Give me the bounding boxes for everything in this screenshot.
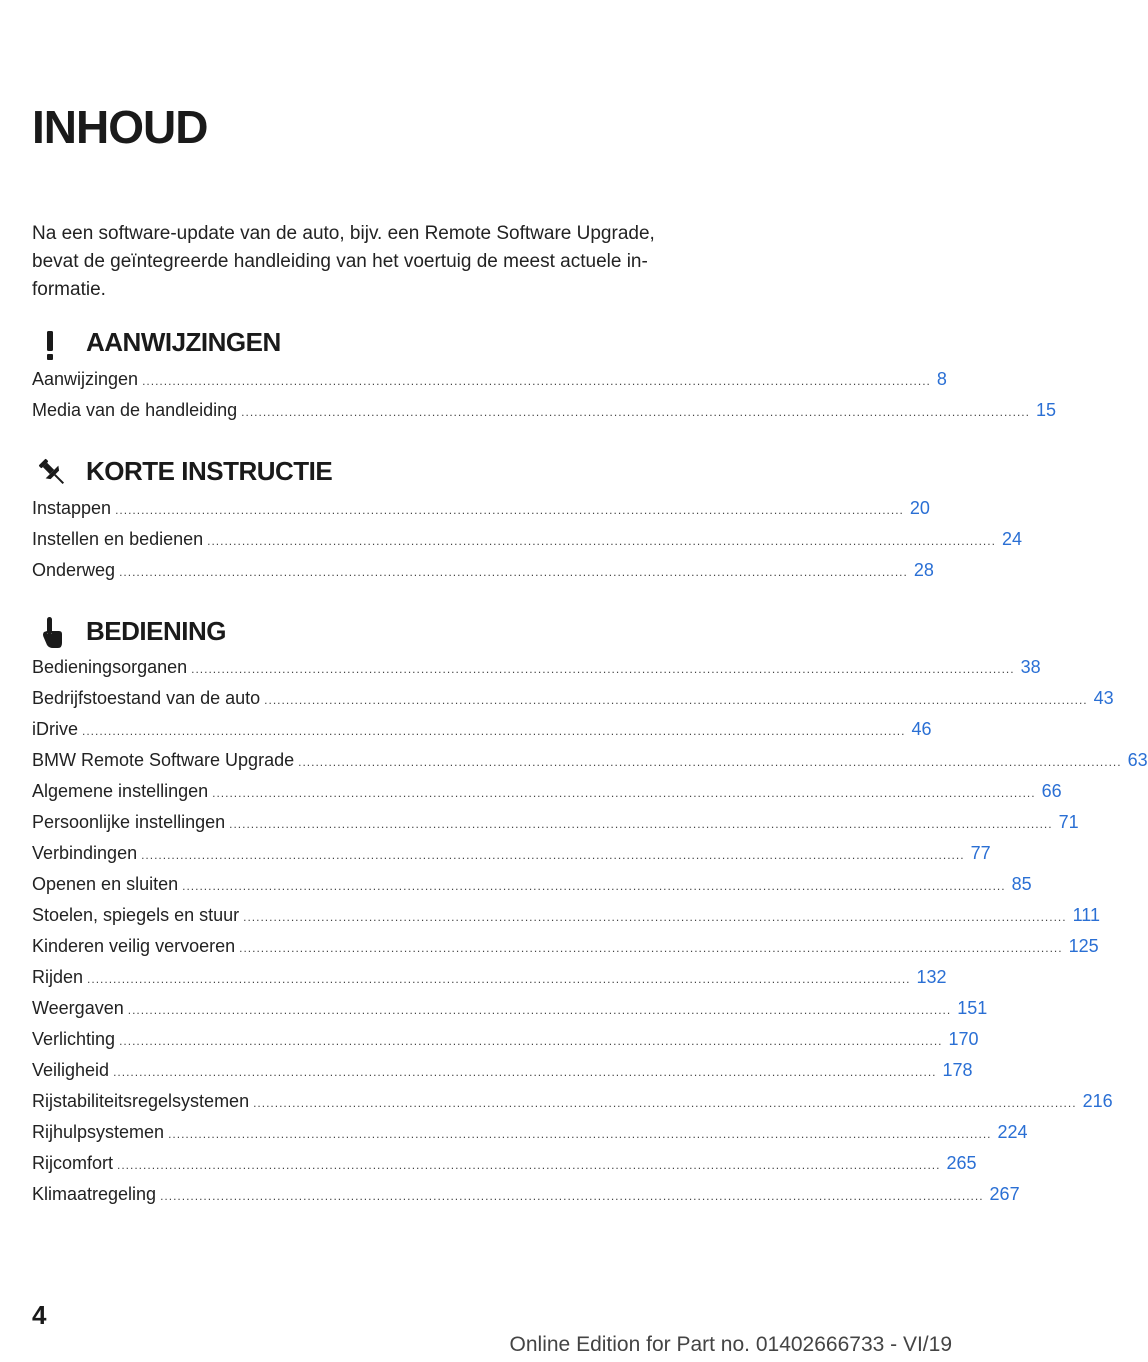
toc-entry[interactable]: [32, 746, 1148, 774]
leader-dots: ..............................................................................................................................................................................................: [191, 662, 1015, 676]
leader-dots: ..............................................................................................................................................................................................: [119, 1034, 943, 1048]
entry-page: 265: [946, 1153, 977, 1173]
entry-title: Algemene instellingen: [32, 781, 209, 801]
footer-text: Online Edition for Part no. 01402666733 - VI/19: [509, 1333, 952, 1356]
toc-entry[interactable]: [32, 684, 1114, 712]
section-heading-korte-instructie: [32, 452, 688, 492]
leader-dots: ..............................................................................................................................................................................................: [127, 1003, 952, 1017]
toc-entry[interactable]: [32, 494, 930, 522]
leader-dots: ......................................................................................................................................................................................: [142, 374, 931, 388]
toc-entry[interactable]: [32, 870, 1032, 898]
entry-page: 224: [997, 1122, 1028, 1142]
entry-title: Persoonlijke instellingen: [32, 812, 226, 832]
entry-title: Bedieningsorganen: [32, 657, 188, 677]
entry-title: Stoelen, spiegels en stuur: [32, 905, 240, 925]
entry-page: 77: [970, 843, 991, 863]
leader-dots: ......................................................................................................................................................................................: [207, 534, 996, 548]
entry-page: 43: [1093, 688, 1114, 708]
entry-page: 132: [916, 967, 947, 987]
toc-entry[interactable]: [32, 556, 934, 584]
page-number: 4: [32, 1300, 47, 1330]
entry-title: Verlichting: [32, 1029, 116, 1049]
entry-page: 66: [1041, 781, 1062, 801]
leader-dots: ......................................................................................................................................................................................: [241, 405, 1030, 419]
entry-page: 20: [909, 498, 930, 518]
leader-dots: ..............................................................................................................................................................................................: [160, 1189, 984, 1203]
toc-entry[interactable]: [32, 396, 1056, 424]
entry-page: 8: [936, 369, 947, 389]
entry-title: Klimaatregeling: [32, 1184, 157, 1204]
toc-entry[interactable]: [32, 808, 1079, 836]
entry-page: 178: [942, 1060, 973, 1080]
toc-entry[interactable]: [32, 653, 1041, 681]
entry-page: 111: [1072, 905, 1100, 925]
page-title: INHOUD: [32, 101, 208, 153]
leader-dots: ..............................................................................................................................................................................................: [243, 910, 1067, 924]
toc-entry[interactable]: [32, 525, 1022, 553]
entry-page: 46: [911, 719, 932, 739]
entry-title: Aanwijzingen: [32, 369, 139, 389]
entry-title: Weergaven: [32, 998, 124, 1018]
toc-entry[interactable]: [32, 1087, 1113, 1115]
entry-page: 151: [957, 998, 988, 1018]
toc-entry[interactable]: [32, 839, 991, 867]
leader-dots: ..............................................................................................................................................................................................: [141, 848, 965, 862]
entry-page: 38: [1020, 657, 1041, 677]
entry-title: Openen en sluiten: [32, 874, 179, 894]
leader-dots: ..............................................................................................................................................................................................: [253, 1096, 1077, 1110]
leader-dots: ..............................................................................................................................................................................................: [239, 941, 1063, 955]
leader-dots: ..............................................................................................................................................................................................: [87, 972, 911, 986]
toc-entry[interactable]: [32, 1025, 979, 1053]
section-label: AANWIJZINGEN: [86, 327, 281, 357]
toc-entry[interactable]: [32, 715, 932, 743]
leader-dots: ......................................................................................................................................................................................: [115, 503, 904, 517]
toc-entry[interactable]: [32, 1180, 1020, 1208]
entry-page: 170: [948, 1029, 979, 1049]
toc-entry[interactable]: [32, 932, 1099, 960]
toc-entry[interactable]: [32, 963, 947, 991]
toc-entry[interactable]: [32, 994, 988, 1022]
section-label: KORTE INSTRUCTIE: [86, 456, 333, 486]
toc-entry[interactable]: [32, 1118, 1028, 1146]
entry-page: 216: [1082, 1091, 1113, 1111]
entry-title: BMW Remote Software Upgrade: [32, 750, 295, 770]
leader-dots: ..............................................................................................................................................................................................: [82, 724, 906, 738]
entry-title: Verbindingen: [32, 843, 138, 863]
entry-title: Instellen en bedienen: [32, 529, 204, 549]
section-heading-aanwijzingen: [32, 323, 688, 363]
exclamation-icon: [32, 323, 72, 363]
leader-dots: ..............................................................................................................................................................................................: [182, 879, 1006, 893]
entry-page: 71: [1058, 812, 1079, 832]
entry-title: Rijcomfort: [32, 1153, 114, 1173]
leader-dots: ..............................................................................................................................................................................................: [117, 1158, 941, 1172]
entry-page: 28: [913, 560, 934, 580]
section-heading-bediening: [32, 612, 688, 652]
entry-title: Media van de handleiding: [32, 400, 238, 420]
intro-text: Na een software-update van de auto, bijv. een Remote Software Upgrade, bevat de geïntegreerde handleiding van het voertuig de meest actuele in-formatie.: [32, 223, 655, 300]
toc-entry[interactable]: [32, 365, 947, 393]
toc-entry[interactable]: [32, 901, 1100, 929]
pointing-hand-icon: [32, 612, 72, 652]
entry-title: Rijden: [32, 967, 84, 987]
pushpin-icon: [32, 452, 72, 492]
leader-dots: ..............................................................................................................................................................................................: [212, 786, 1036, 800]
entry-page: 85: [1011, 874, 1032, 894]
entry-title: Bedrijfstoestand van de auto: [32, 688, 261, 708]
entry-title: iDrive: [32, 719, 79, 739]
entry-page: 63: [1127, 750, 1148, 770]
entry-title: Veiligheid: [32, 1060, 110, 1080]
entry-title: Kinderen veilig vervoeren: [32, 936, 236, 956]
entry-page: 24: [1001, 529, 1022, 549]
section-label: BEDIENING: [86, 616, 226, 646]
entry-page: 267: [989, 1184, 1020, 1204]
leader-dots: ..............................................................................................................................................................................................: [264, 693, 1088, 707]
toc-entry[interactable]: [32, 777, 1062, 805]
entry-title: Onderweg: [32, 560, 116, 580]
entry-title: Rijstabiliteitsregelsystemen: [32, 1091, 250, 1111]
toc-entry[interactable]: [32, 1056, 973, 1084]
entry-page: 15: [1035, 400, 1056, 420]
entry-title: Instappen: [32, 498, 112, 518]
leader-dots: ..............................................................................................................................................................................................: [298, 755, 1122, 769]
leader-dots: ......................................................................................................................................................................................: [119, 565, 908, 579]
entry-title: Rijhulpsystemen: [32, 1122, 165, 1142]
entry-page: 125: [1068, 936, 1099, 956]
toc-entry[interactable]: [32, 1149, 977, 1177]
leader-dots: ..............................................................................................................................................................................................: [168, 1127, 992, 1141]
leader-dots: ..............................................................................................................................................................................................: [113, 1065, 937, 1079]
leader-dots: ..............................................................................................................................................................................................: [229, 817, 1053, 831]
